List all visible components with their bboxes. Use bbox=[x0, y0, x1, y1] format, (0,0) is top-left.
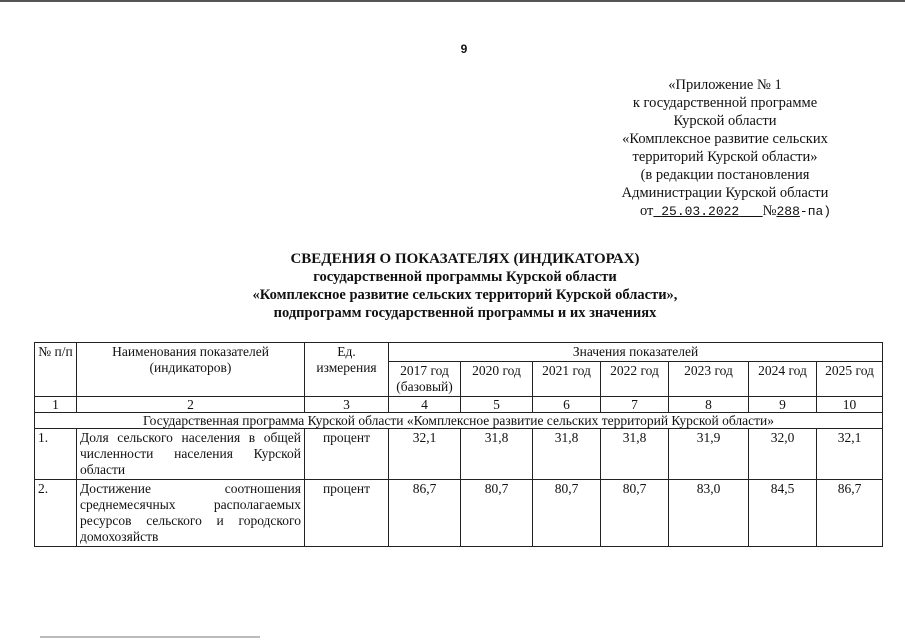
column-number: 5 bbox=[461, 397, 533, 413]
page-top-edge bbox=[0, 0, 905, 2]
row-value: 86,7 bbox=[817, 480, 883, 547]
column-number-row bbox=[35, 397, 883, 413]
header-year: 2021 год bbox=[533, 362, 601, 397]
section-row bbox=[35, 413, 883, 429]
row-unit: процент bbox=[305, 429, 389, 480]
header-name: Наименования показателей (индикаторов) bbox=[77, 343, 305, 397]
page-bottom-edge bbox=[40, 636, 260, 638]
appendix-block bbox=[600, 76, 850, 221]
column-number: 1 bbox=[35, 397, 77, 413]
column-number: 7 bbox=[601, 397, 669, 413]
document-heading bbox=[150, 250, 780, 322]
row-value: 32,0 bbox=[749, 429, 817, 480]
header-year: 2020 год bbox=[461, 362, 533, 397]
row-unit: процент bbox=[305, 480, 389, 547]
column-number: 3 bbox=[305, 397, 389, 413]
row-value: 32,1 bbox=[817, 429, 883, 480]
appendix-line: Администрации Курской области bbox=[621, 185, 829, 201]
column-number: 8 bbox=[669, 397, 749, 413]
table-header-row bbox=[35, 343, 883, 362]
row-value: 80,7 bbox=[601, 480, 669, 547]
header-year: 2023 год bbox=[669, 362, 749, 397]
row-value: 31,8 bbox=[533, 429, 601, 480]
row-value: 86,7 bbox=[389, 480, 461, 547]
row-value: 31,8 bbox=[461, 429, 533, 480]
column-number: 2 bbox=[77, 397, 305, 413]
heading-line: подпрограмм государственной программы и их значениях bbox=[273, 305, 657, 321]
column-number: 10 bbox=[817, 397, 883, 413]
header-unit: Ед. измерения bbox=[305, 343, 389, 397]
number-suffix: -па) bbox=[799, 204, 832, 219]
heading-line: государственной программы Курской области bbox=[313, 269, 617, 285]
heading-line: «Комплексное развитие сельских территорий Курской области», bbox=[252, 287, 678, 303]
row-name: Доля сельского населения в общей численности населения Курской области bbox=[77, 429, 305, 480]
table-row bbox=[35, 480, 883, 547]
heading-title: СВЕДЕНИЯ О ПОКАЗАТЕЛЯХ (ИНДИКАТОРАХ) bbox=[290, 251, 640, 267]
column-number: 9 bbox=[749, 397, 817, 413]
row-value: 80,7 bbox=[461, 480, 533, 547]
row-value: 31,8 bbox=[601, 429, 669, 480]
row-value: 80,7 bbox=[533, 480, 601, 547]
header-year: 2025 год bbox=[817, 362, 883, 397]
row-value: 31,9 bbox=[669, 429, 749, 480]
row-num: 2. bbox=[35, 480, 77, 547]
appendix-line: территорий Курской области» bbox=[632, 149, 818, 165]
row-value: 83,0 bbox=[669, 480, 749, 547]
section-title: Государственная программа Курской области «Комплексное развитие сельских территорий Курской области» bbox=[35, 413, 883, 429]
row-value: 32,1 bbox=[389, 429, 461, 480]
row-value: 84,5 bbox=[749, 480, 817, 547]
appendix-line: «Комплексное развитие сельских bbox=[622, 131, 828, 147]
column-number: 4 bbox=[389, 397, 461, 413]
header-values-group: Значения показателей bbox=[389, 343, 883, 362]
number-prefix: № bbox=[762, 203, 777, 219]
table-row bbox=[35, 429, 883, 480]
header-num: № п/п bbox=[35, 343, 77, 397]
appendix-line: (в редакции постановления bbox=[640, 167, 810, 183]
appendix-line: «Приложение № 1 bbox=[668, 77, 782, 93]
resolution-number: 288 bbox=[776, 204, 800, 219]
appendix-line: Курской области bbox=[673, 113, 777, 129]
row-num: 1. bbox=[35, 429, 77, 480]
row-name: Достижение соотношения среднемесячных располагаемых ресурсов сельского и городского домохозяйств bbox=[77, 480, 305, 547]
indicators-table bbox=[34, 342, 883, 547]
header-year: 2017 год (базовый) bbox=[389, 362, 461, 397]
appendix-line: к государственной программе bbox=[632, 95, 818, 111]
column-number: 6 bbox=[533, 397, 601, 413]
header-year: 2024 год bbox=[749, 362, 817, 397]
page-number: 9 bbox=[460, 42, 468, 56]
resolution-date: 25.03.2022 bbox=[661, 204, 740, 219]
resolution-date-line bbox=[600, 202, 850, 221]
date-prefix: от bbox=[640, 203, 654, 219]
header-year: 2022 год bbox=[601, 362, 669, 397]
